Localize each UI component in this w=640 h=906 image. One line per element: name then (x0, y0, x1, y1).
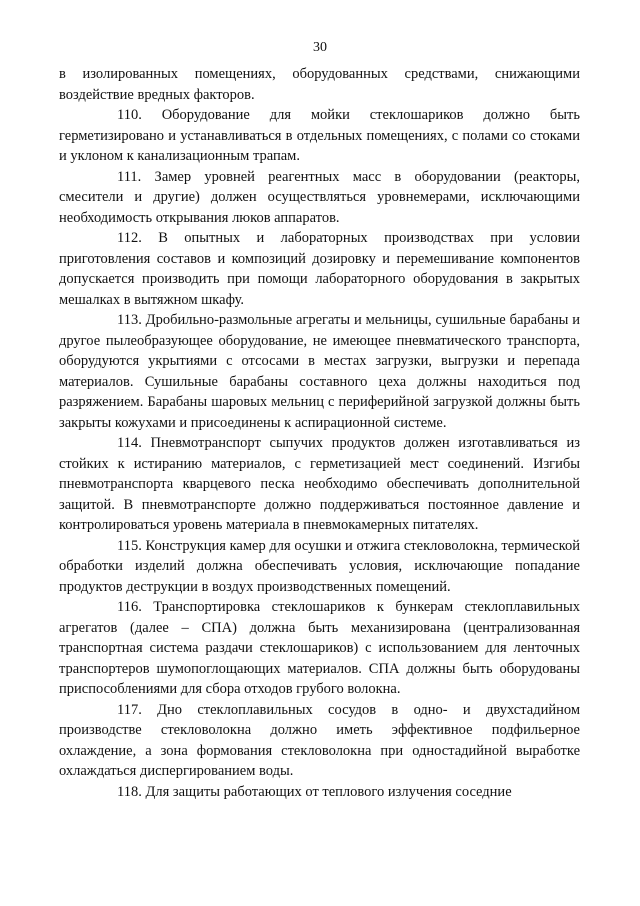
paragraph-110: 110. Оборудование для мойки стеклошариков должно быть герметизировано и устанавливаться в отдельных помещениях, с полами со стоками и уклоном к канализационным трапам. (59, 107, 580, 164)
paragraph-116: 116. Транспортировка стеклошариков к бункерам стеклоплавильных агрегатов (далее – СПА) должна быть механизирована (централизованная транспортная система раздачи стеклошариков) с использованием для ленточных транспортеров шумопоглощающих материалов. СПА должны быть оборудованы приспособлениями для сбора отходов грубого волокна. (59, 599, 580, 697)
paragraph-112: 112. В опытных и лабораторных производствах при условии приготовления составов и композиций дозировку и перемешивание компонентов допускается производить при помощи лабораторного оборудования в закрытых мешалках в вытяжном шкафу. (59, 230, 580, 308)
paragraph-117: 117. Дно стеклоплавильных сосудов в одно- и двухстадийном производстве стекловолокна должно иметь эффективное подфильерное охлаждение, а зона формования стекловолокна при одностадийной выработке охлаждаться диспергированием воды. (59, 701, 580, 779)
paragraph-109-continuation: в изолированных помещениях, оборудованных средствами, снижающими воздействие вредных факторов. (59, 66, 580, 103)
paragraph-118: 118. Для защиты работающих от теплового излучения соседние (117, 783, 512, 800)
paragraph-111: 111. Замер уровней реагентных масс в оборудовании (реакторы, смесители и другие) должен осуществляться уровнемерами, исключающими необходимость открывания люков аппаратов. (59, 168, 580, 226)
paragraph-113: 113. Дробильно-размольные агрегаты и мельницы, сушильные барабаны и другое пылеобразующее оборудование, не имеющее пневматического транспорта, оборудуются укрытиями с отсосами в местах загрузки, выгрузки и перепада материалов. Сушильные барабаны составного цеха должны находиться под разряжением. Барабаны шаровых мельниц с периферийной загрузкой должны быть закрыты кожухами и присоединены к аспирационной системе. (59, 312, 580, 431)
document-body (59, 64, 580, 802)
paragraph-115: 115. Конструкция камер для осушки и отжига стекловолокна, термической обработки изделий должна обеспечивать условия, исключающие попадание продуктов деструкции в воздух производственных помещений. (59, 537, 580, 595)
page-number: 30 (313, 40, 327, 55)
paragraph-114: 114. Пневмотранспорт сыпучих продуктов должен изготавливаться из стойких к истиранию материалов, с герметизацией мест соединений. Изгибы пневмотранспорта кварцевого песка необходимо обеспечивать дополнительной защитой. В пневмотранспорте должно поддерживаться постоянное давление и контролироваться уровень материала в пневмокамерных питателях. (59, 435, 580, 533)
